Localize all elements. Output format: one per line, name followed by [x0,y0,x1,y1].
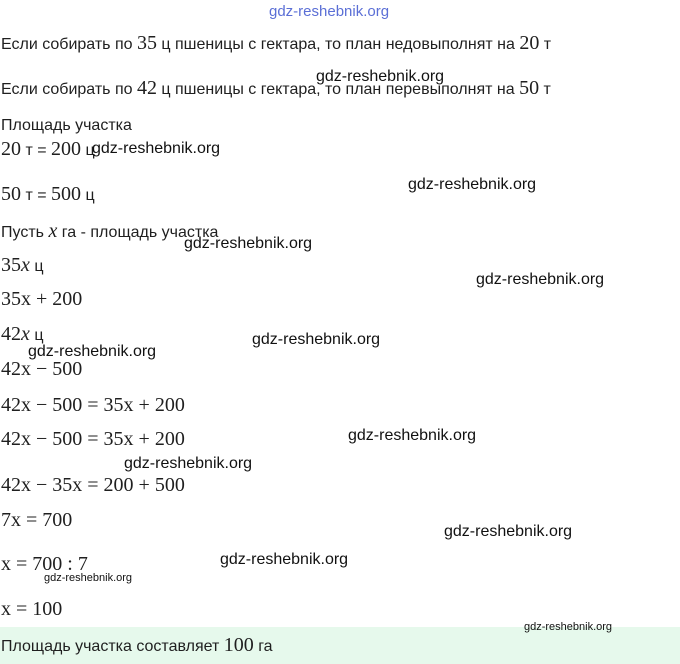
condition-line-2 [1,77,551,101]
condition-line-1 [1,32,551,56]
variable: x [48,220,58,242]
watermark: gdz-reshebnik.org [44,572,133,584]
number: 42 [136,77,157,99]
watermark-top: gdz-reshebnik.org [269,3,390,20]
text: т [539,81,551,98]
unit: ц [29,258,44,275]
number: 20 [519,32,540,54]
conversion-2 [1,183,95,207]
text: ц пшеницы с гектара, то план недовыполнят на [156,36,520,53]
equation-5: x = 700 : 7 [1,553,88,575]
number: 100 [223,634,254,656]
watermark: gdz-reshebnik.org [408,176,537,193]
text: ц пшеницы с гектара, то план перевыполнят на [156,81,520,98]
watermark: gdz-reshebnik.org [220,551,349,568]
watermark: gdz-reshebnik.org [316,68,445,85]
equation-6: x = 100 [1,598,63,620]
text: ц [81,187,95,204]
expression-4: 42x − 500 [1,358,83,380]
equation-3: 42x − 35x = 200 + 500 [1,474,185,496]
number: 200 [51,138,82,160]
number: 35 [1,254,21,276]
watermark: gdz-reshebnik.org [28,343,157,360]
text: Пусть [1,224,49,241]
text: га - площадь участка [57,224,219,241]
text: т = [21,142,52,159]
variable: x [21,323,30,345]
equation-4: 7x = 700 [1,509,73,531]
text: т [539,36,552,53]
number: 500 [51,183,82,205]
watermark: gdz-reshebnik.org [476,271,605,288]
number: 42 [1,323,21,345]
watermark: gdz-reshebnik.org [524,621,613,633]
number: 20 [1,138,21,160]
watermark: gdz-reshebnik.org [124,455,253,472]
number: 50 [1,183,21,205]
watermark: gdz-reshebnik.org [348,427,477,444]
number: 35 [136,32,157,54]
variable: x [21,254,30,276]
equation-1: 42x − 500 = 35x + 200 [1,394,185,416]
watermark: gdz-reshebnik.org [252,331,381,348]
text: ц [81,142,95,159]
unit: ц [29,327,44,344]
watermark: gdz-reshebnik.org [184,235,313,252]
watermark: gdz-reshebnik.org [92,140,221,157]
answer-text [1,634,273,658]
expression-2: 35x + 200 [1,288,83,310]
area-label: Площадь участка [1,117,132,134]
watermark: gdz-reshebnik.org [444,523,573,540]
text: Если собирать по [1,81,137,98]
expression-1 [1,254,44,278]
text: Площадь участка составляет [1,638,224,655]
text: Если собирать по [1,36,137,53]
equation-2: 42x − 500 = 35x + 200 [1,428,185,450]
conversion-1 [1,138,95,162]
text: га [253,638,273,655]
number: 50 [519,77,540,99]
text: т = [21,187,52,204]
